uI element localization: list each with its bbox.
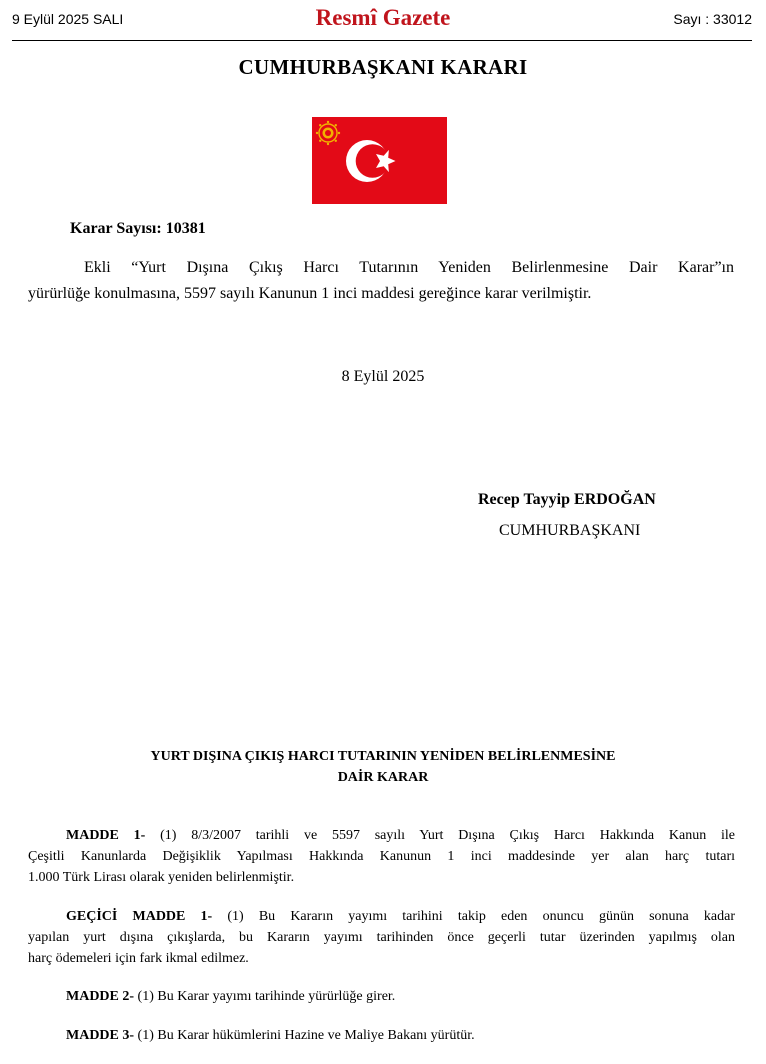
temporary-article-1-line-2: yapılan yurt dışına çıkışlarda, bu Kararın yayımı tarihinden önce geçerli tutar üzerinden yapılmış olan [28,930,735,945]
article-label: GEÇİCİ MADDE 1- [66,909,213,924]
annex-title-line-2: DAİR KARAR [337,770,429,785]
signatory-name: Recep Tayyip ERDOĞAN [478,491,656,508]
article-1-line-1: MADDE 1- (1) 8/3/2007 tarihli ve 5597 sayılı Yurt Dışına Çıkış Harcı Hakkında Kanun ile [66,828,736,843]
gazette-header [0,0,766,44]
article-2: MADDE 2- (1) Bu Karar yayımı tarihinde yürürlüğe girer. [66,989,396,1004]
temporary-article-1-line-3: harç ödemeleri için fark ikmal edilmez. [28,951,249,966]
document-title: CUMHURBAŞKANI KARARI [238,55,528,79]
article-3: MADDE 3- (1) Bu Karar hükümlerini Hazine ve Maliye Bakanı yürütür. [66,1028,475,1043]
decision-number: Karar Sayısı: 10381 [70,220,206,237]
intro-line-1: Ekli “Yurt Dışına Çıkış Harcı Tutarının Yeniden Belirlenmesine Dair Karar”ın [84,259,734,276]
article-1-line-3: 1.000 Türk Lirası olarak yeniden belirlenmiştir. [28,870,295,885]
article-label: MADDE 3- [66,1028,135,1043]
annex-title-line-1: YURT DIŞINA ÇIKIŞ HARCI TUTARININ YENİDEN BELİRLENMESİNE [150,749,616,764]
decision-date: 8 Eylül 2025 [341,368,425,385]
header-divider [12,40,752,41]
header-issue-number: Sayı : 33012 [673,11,752,27]
article-label: MADDE 1- [66,828,146,843]
intro-line-2: yürürlüğe konulmasına, 5597 sayılı Kanunun 1 inci maddesi gereğince karar verilmiştir. [28,285,592,302]
presidential-emblem-icon [316,121,340,145]
gazette-name: Resmî Gazete [315,5,451,30]
article-label: MADDE 2- [66,989,135,1004]
temporary-article-1-line-1: GEÇİCİ MADDE 1- (1) Bu Kararın yayımı tarihini takip eden onuncu günün sonuna kadar [66,909,736,924]
turkish-flag-icon [312,117,447,204]
signatory-title: CUMHURBAŞKANI [499,522,641,539]
header-date: 9 Eylül 2025 SALI [12,11,124,27]
annex-title [0,746,766,788]
article-1-line-2: Çeşitli Kanunlarda Değişiklik Yapılması Hakkında Kanunun 1 inci maddesinde yer alan harç tutarı [28,849,735,864]
